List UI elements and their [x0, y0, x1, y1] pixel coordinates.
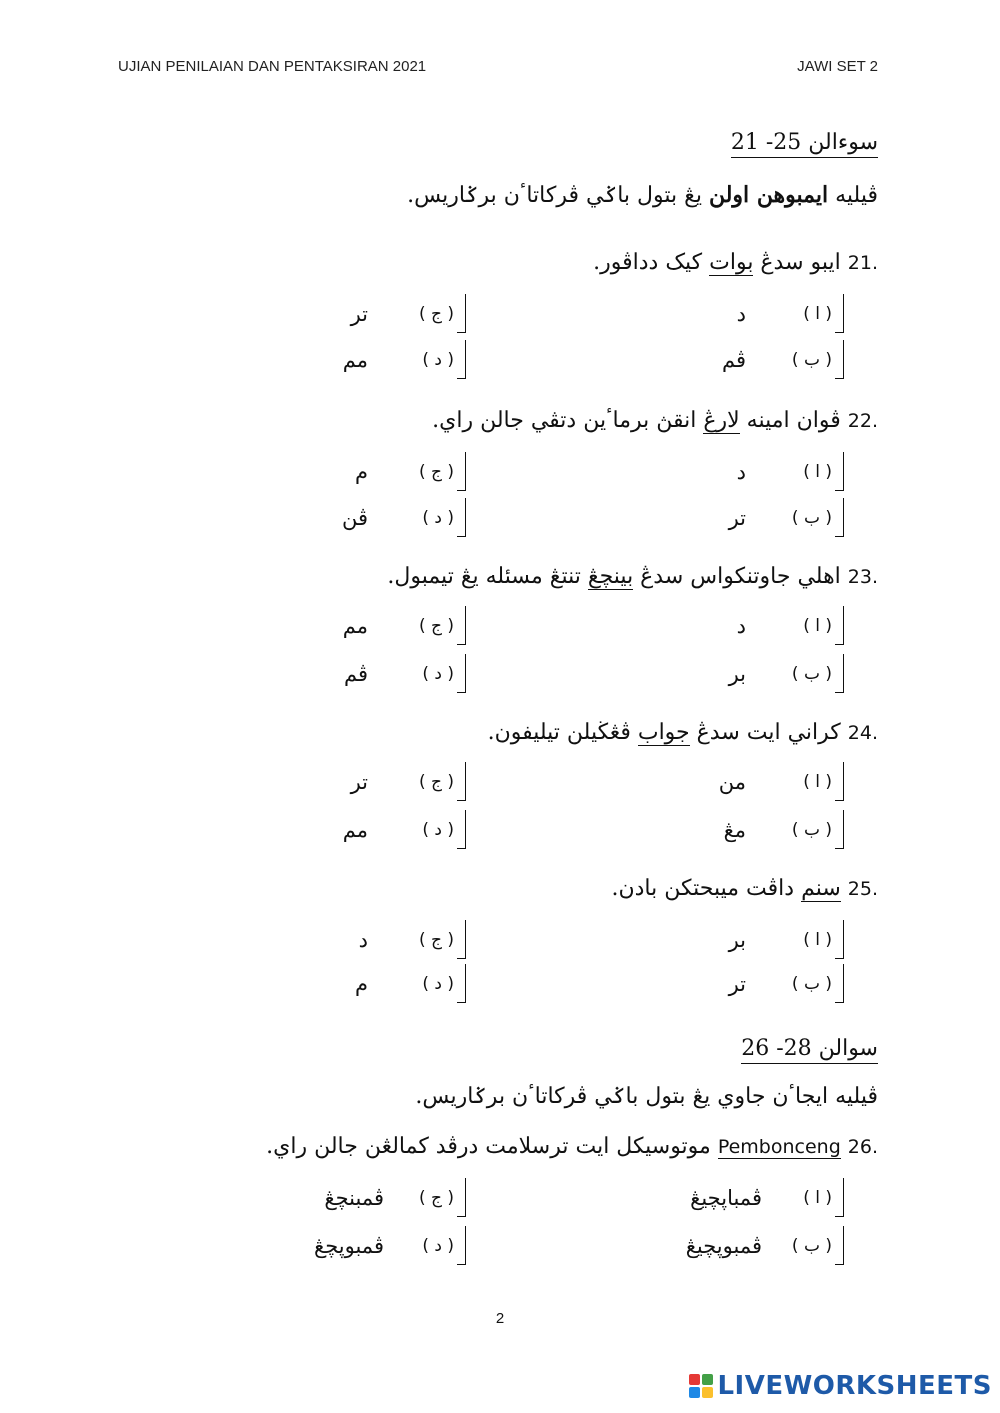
q25-option-c[interactable]: ( ج ) د [254, 922, 454, 958]
section-2-instruction: ڤيليه ايجاٴن جاوي يڠ بتول باݢي ڤركاتاٴن برݢاريس. [415, 1084, 878, 1109]
answer-box[interactable] [835, 340, 844, 379]
q26-option-b[interactable]: ( ب ) ڤمبوڽچيڠ [632, 1228, 832, 1264]
answer-box[interactable] [835, 498, 844, 537]
answer-box[interactable] [457, 340, 466, 379]
q23-option-d[interactable]: ( د ) ڤم [254, 656, 454, 692]
answer-box[interactable] [835, 920, 844, 959]
answer-box[interactable] [835, 654, 844, 693]
q24-option-b[interactable]: ( ب ) مڠ [632, 812, 832, 848]
q26-option-a[interactable]: ( ا ) ڤمباڽچيڠ [632, 1180, 832, 1216]
question-25: 25. سنم داڤت ميبحتكن بادن. [611, 876, 878, 901]
q22-option-a[interactable]: ( ا ) د [632, 454, 832, 490]
q25-option-b[interactable]: ( ب ) تر [632, 966, 832, 1002]
question-24: 24. كراني ايت سدڠ جواب ڤڠڬيلن تيليفون. [487, 720, 878, 745]
q21-option-d[interactable]: ( د ) مم [254, 342, 454, 378]
q25-option-a[interactable]: ( ا ) بر [632, 922, 832, 958]
answer-box[interactable] [457, 1178, 466, 1217]
answer-box[interactable] [835, 452, 844, 491]
liveworksheets-logo [689, 1371, 992, 1401]
question-21: 21. ايبو سدڠ بوات كيک دداڤور. [593, 250, 878, 275]
question-26: 26. Pembonceng موتوسيكل ايت ترسلامت درڤد كمالڠن جالن راي. [266, 1134, 878, 1159]
answer-box[interactable] [457, 920, 466, 959]
q23-option-b[interactable]: ( ب ) بر [632, 656, 832, 692]
answer-box[interactable] [457, 294, 466, 333]
answer-box[interactable] [835, 810, 844, 849]
q23-option-a[interactable]: ( ا ) د [632, 608, 832, 644]
q22-option-d[interactable]: ( د ) ڤن [254, 500, 454, 536]
section-1-title: سوءالن 25- 21 [731, 128, 878, 158]
q25-option-d[interactable]: ( د ) م [254, 966, 454, 1002]
answer-box[interactable] [835, 294, 844, 333]
header-left: UJIAN PENILAIAN DAN PENTAKSIRAN 2021 [118, 58, 427, 75]
section-2-title: سوالن 28- 26 [741, 1034, 878, 1064]
liveworksheets-icon [689, 1374, 713, 1398]
answer-box[interactable] [457, 452, 466, 491]
q22-option-b[interactable]: ( ب ) تر [632, 500, 832, 536]
answer-box[interactable] [835, 964, 844, 1003]
q21-option-c[interactable]: ( ج ) تر [254, 296, 454, 332]
q26-option-c[interactable]: ( ج ) ڤمبنچڠ [254, 1180, 454, 1216]
header-right: JAWI SET 2 [797, 58, 878, 75]
answer-box[interactable] [457, 964, 466, 1003]
brand-name: LIVEWORKSHEETS [717, 1371, 992, 1401]
answer-box[interactable] [457, 762, 466, 801]
answer-box[interactable] [457, 606, 466, 645]
q22-option-c[interactable]: ( ج ) م [254, 454, 454, 490]
section-1-instruction: ڤيليه ايمبوهن اولن يڠ بتول باݢي ڤركاتاٴن برݢاريس. [407, 182, 878, 208]
q24-option-a[interactable]: ( ا ) من [632, 764, 832, 800]
question-23: 23. اهلي جاوتنكواس سدڠ بينچڠ تنتڠ مسئله يڠ تيمبول. [387, 564, 878, 589]
answer-box[interactable] [457, 810, 466, 849]
answer-box[interactable] [835, 1178, 844, 1217]
answer-box[interactable] [457, 1226, 466, 1265]
q24-option-d[interactable]: ( د ) مم [254, 812, 454, 848]
q21-option-b[interactable]: ( ب ) ڤم [632, 342, 832, 378]
answer-box[interactable] [835, 1226, 844, 1265]
question-22: 22. ڤوان امينه لارڠ انقڽ برماٴين دتڤي جالن راي. [432, 408, 878, 433]
page-number: 2 [495, 1310, 505, 1327]
q26-option-d[interactable]: ( د ) ڤمبوڽچڠ [254, 1228, 454, 1264]
q23-option-c[interactable]: ( ج ) مم [254, 608, 454, 644]
answer-box[interactable] [835, 606, 844, 645]
q21-option-a[interactable]: ( ا ) د [632, 296, 832, 332]
q24-option-c[interactable]: ( ج ) تر [254, 764, 454, 800]
answer-box[interactable] [835, 762, 844, 801]
answer-box[interactable] [457, 498, 466, 537]
answer-box[interactable] [457, 654, 466, 693]
